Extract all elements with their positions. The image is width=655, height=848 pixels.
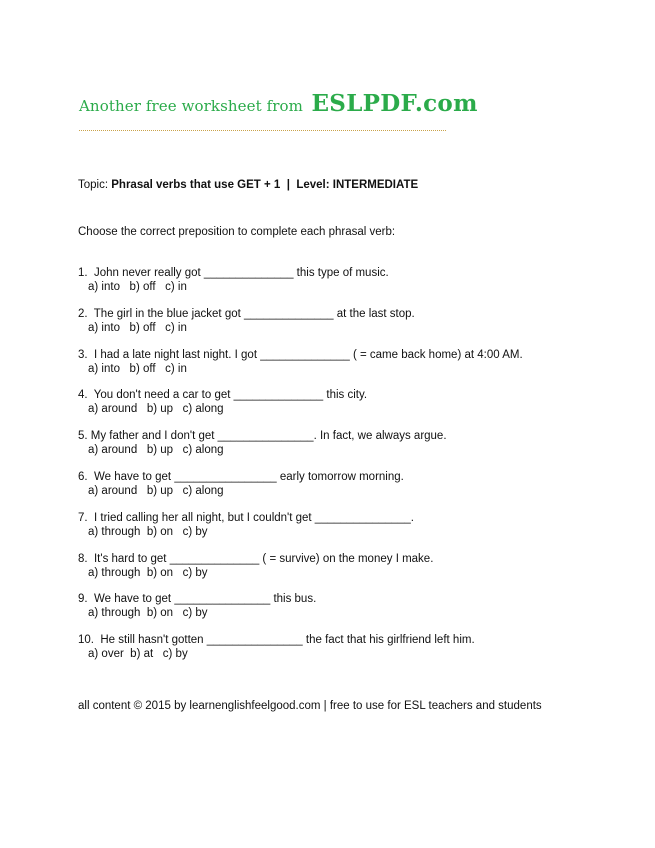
question-text: 10. He still hasn't gotten _______________ the fact that his girlfriend left him.: [78, 634, 475, 647]
answer-options: a) into b) off c) in: [88, 281, 187, 293]
question-item: [78, 388, 598, 429]
answer-options: a) around b) up c) along: [88, 484, 224, 497]
question-item: [78, 429, 598, 470]
banner-prefix: Another free worksheet from: [79, 97, 303, 115]
answer-options: a) around b) up c) along: [88, 403, 224, 416]
question-text: 5. My father and I don't get _______________. In fact, we always argue.: [78, 430, 447, 443]
question-text: 6. We have to get ________________ early tomorrow morning.: [78, 470, 404, 483]
question-item: [78, 266, 598, 307]
question-item: [78, 592, 598, 633]
question-text: 1. John never really got ______________ this type of music.: [78, 267, 389, 279]
question-text: 8. It's hard to get ______________ ( = survive) on the money I make.: [78, 552, 434, 565]
question-text: 4. You don't need a car to get ______________ this city.: [78, 389, 368, 402]
topic-value: Phrasal verbs that use GET + 1: [111, 179, 281, 191]
banner-brand-logo[interactable]: ESLPDF.com: [311, 90, 478, 117]
topic-line: [78, 179, 418, 191]
topic-label: Topic:: [78, 179, 112, 191]
question-text: 2. The girl in the blue jacket got ______________ at the last stop.: [78, 307, 415, 320]
question-item: [78, 348, 598, 389]
question-text: 7. I tried calling her all night, but I couldn't get _______________.: [78, 511, 414, 524]
question-item: [78, 552, 598, 593]
answer-options: a) through b) on c) by: [88, 525, 208, 538]
answer-options: a) through b) on c) by: [88, 566, 208, 579]
banner-divider: [79, 130, 446, 131]
header-banner: [79, 90, 478, 117]
answer-options: a) around b) up c) along: [88, 444, 224, 457]
question-text: 9. We have to get _______________ this bus.: [78, 593, 317, 606]
answer-options: a) over b) at c) by: [88, 648, 188, 661]
question-item: [78, 307, 598, 348]
question-list: [78, 266, 598, 674]
answer-options: a) into b) off c) in: [88, 321, 187, 334]
footer-credit: all content © 2015 by learnenglishfeelgood.com | free to use for ESL teachers and students: [78, 700, 542, 712]
answer-options: a) into b) off c) in: [88, 362, 187, 375]
question-item: [78, 633, 598, 674]
instructions: Choose the correct preposition to complete each phrasal verb:: [78, 226, 396, 238]
question-item: [78, 470, 598, 511]
level-label: Level: INTERMEDIATE: [296, 179, 419, 191]
question-text: 3. I had a late night last night. I got ______________ ( = came back home) at 4:00 AM.: [78, 348, 523, 361]
answer-options: a) through b) on c) by: [88, 607, 208, 620]
topic-separator: |: [280, 179, 297, 191]
question-item: [78, 511, 598, 552]
